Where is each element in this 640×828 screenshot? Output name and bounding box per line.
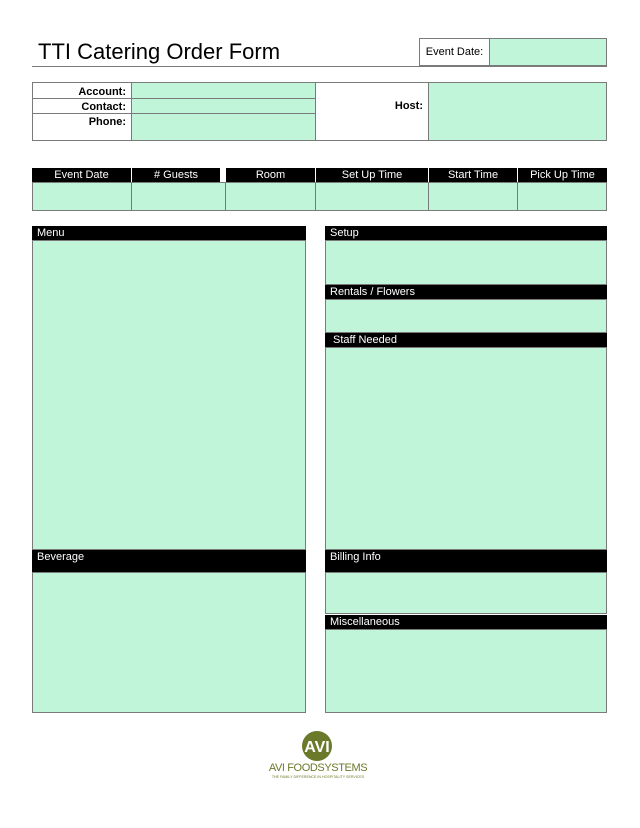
pickup-time-cell[interactable] xyxy=(517,182,607,211)
logo-tagline: THE FAMILY DIFFERENCE IN HOSPITALITY SERVICES xyxy=(271,775,365,779)
col-header-event-date: Event Date xyxy=(32,168,131,182)
contact-field[interactable] xyxy=(131,98,316,114)
menu-header: Menu xyxy=(32,226,306,240)
host-field[interactable] xyxy=(428,82,607,141)
beverage-header: Beverage xyxy=(32,550,306,572)
misc-field[interactable] xyxy=(325,629,607,713)
start-time-cell[interactable] xyxy=(428,182,518,211)
setup-header: Setup xyxy=(325,226,607,240)
col-header-setup-time: Set Up Time xyxy=(316,168,428,182)
phone-field[interactable] xyxy=(131,113,316,141)
beverage-field[interactable] xyxy=(32,572,306,713)
logo-mark-icon xyxy=(260,730,380,782)
event-date-label: Event Date: xyxy=(419,38,489,66)
setup-time-cell[interactable] xyxy=(315,182,429,211)
logo-mark-text: AVI xyxy=(304,739,330,756)
event-date-field[interactable] xyxy=(489,38,607,66)
title-divider xyxy=(32,66,607,67)
misc-header: Miscellaneous xyxy=(325,615,607,629)
billing-field[interactable] xyxy=(325,572,607,614)
host-label: Host: xyxy=(394,100,423,112)
guests-cell[interactable] xyxy=(131,182,226,211)
staff-field[interactable] xyxy=(325,347,607,550)
col-header-start-time: Start Time xyxy=(429,168,517,182)
menu-field[interactable] xyxy=(32,240,306,550)
account-label: Account: xyxy=(78,86,126,98)
col-header-guests: # Guests xyxy=(132,168,220,182)
contact-label: Contact: xyxy=(81,101,126,113)
col-header-room: Room xyxy=(226,168,315,182)
row-divider xyxy=(32,113,132,114)
rentals-header: Rentals / Flowers xyxy=(325,285,607,299)
room-cell[interactable] xyxy=(225,182,316,211)
rentals-field[interactable] xyxy=(325,299,607,333)
phone-label: Phone: xyxy=(88,116,126,128)
account-field[interactable] xyxy=(131,82,316,99)
setup-field[interactable] xyxy=(325,240,607,285)
avi-foodsystems-logo xyxy=(260,730,380,782)
billing-header: Billing Info xyxy=(325,550,607,572)
page-title: TTI Catering Order Form xyxy=(38,39,281,64)
event-date-cell[interactable] xyxy=(32,182,132,211)
col-header-pickup-time: Pick Up Time xyxy=(518,168,607,182)
staff-header: Staff Needed xyxy=(325,333,607,347)
logo-name: AVI FOODSYSTEMS xyxy=(268,762,368,774)
row-divider xyxy=(32,98,132,99)
